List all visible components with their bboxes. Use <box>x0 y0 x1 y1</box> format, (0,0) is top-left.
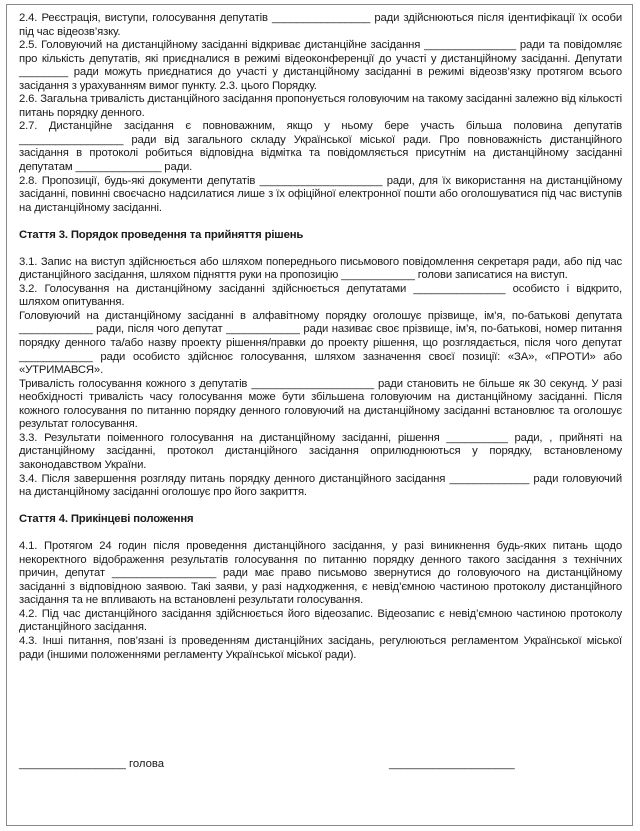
paragraph-4-3: 4.3. Інші питання, пов’язані із проведенням дистанційних засідань, регулюються регламентом Української міської ради (іншими положеннями регламенту Української міської ради). <box>19 634 622 661</box>
signature-block <box>19 758 622 774</box>
paragraph-2-7: 2.7. Дистанційне засідання є повноважним, якщо у ньому бере участь більша половина депутатів _________________ ради від загального складу Української міської ради. Про повноважність дистанційного засідання в протоколі робиться відповідна відмітка та повідомляється присутнім на дистанційному засіданні депутатам ______________ ради. <box>19 120 622 174</box>
paragraph-2-4: 2.4. Реєстрація, виступи, голосування депутатів ________________ ради здійснюються після ідентифікації їх особи під час відеозв’язку. <box>19 12 622 38</box>
paragraph-3-2-duration: Тривалість голосування кожного з депутатів ____________________ ради становить не більше як 30 секунд. У разі необхідності тривалість часу голосування може бути збільшена головуючим на дистанційному засіданні. Після кожного голосування по питанню порядку денного головуючий на дистанційному засіданні встановлює та оголошує результат голосування. <box>19 377 622 431</box>
paragraph-3-2: 3.2. Голосування на дистанційному засіданні здійснюється депутатами _______________ особисто і відкрито, шляхом опитування. <box>19 282 622 309</box>
document-body <box>19 12 622 662</box>
signature-head: _________________ голова <box>19 758 165 770</box>
document-page <box>6 4 633 826</box>
article-3-heading: Стаття 3. Порядок проведення та прийняття рішень <box>19 228 304 241</box>
paragraph-3-1: 3.1. Запис на виступ здійснюється або шляхом попереднього письмового повідомлення секретаря ради, або під час дистанційного засідання, шляхом підняття руки на пропозицію ____________ голови записатися на виступ. <box>19 255 622 282</box>
paragraph-4-1: 4.1. Протягом 24 годин після проведення дистанційного засідання, у разі виникнення будь-яких питань щодо некоректного відображення результатів голосування по питанню порядку денного такого засідання з технічних причин, депутат _________________ ради має право письмово звернутися до головуючого на дистанційному засіданні з відповідною заявою. Такі заяви, у разі надходження, є невід’ємною частиною протоколу дистанційного засідання та не впливають на встановлені результати голосування. <box>19 540 622 607</box>
signature-line: ____________________ <box>389 758 515 770</box>
paragraph-3-3: 3.3. Результати поіменного голосування на дистанційному засіданні, рішення __________ ради, , прийняті на дистанційному засіданні, протокол дистанційного засідання оприлюднюються у порядку, встановленому законодавством України. <box>19 431 622 471</box>
paragraph-3-2-procedure: Головуючий на дистанційному засіданні в алфавітному порядку оголошує прізвище, ім’я, по-батькові депутата ____________ ради, після чого депутат ____________ ради називає своє прізвище, ім’я, по-батькові, номер питання порядку денного та/або назву проекту рішення/правки до проекту рішення, що розглядається, після чого депутат ____________ ради особисто здійснює голосування, шляхом зазначення своєї позиції: «ЗА», «ПРОТИ» або «УТРИМАВСЯ». <box>19 309 622 377</box>
paragraph-3-4: 3.4. Після завершення розгляду питань порядку денного дистанційного засідання _____________ ради головуючий на дистанційному засіданні оголошує про його закриття. <box>19 472 622 499</box>
paragraph-2-6: 2.6. Загальна тривалість дистанційного засідання пропонується головуючим на такому засіданні залежно від кількості питань порядку денного. <box>19 93 622 119</box>
paragraph-2-5: 2.5. Головуючий на дистанційному засіданні відкриває дистанційне засідання _______________ ради та повідомляє про кількість депутатів, які приєдналися в режимі відеоконференції до участі у дистанційному засіданні. Депутати ________ ради можуть приєднатися до участі у дистанційному засіданні в режимі відеозв’язку протягом всього засідання з урахуванням вимог пункту. 2.3. цього Порядку. <box>19 39 622 92</box>
paragraph-2-8: 2.8. Пропозиції, будь-які документи депутатів ____________________ ради, для їх використання на дистанційному засіданні, повинні своєчасно надсилатися лише з їх офіційної електронної пошти або оголошуватися під час виступів на дистанційному засіданні. <box>19 174 622 214</box>
article-4-heading: Стаття 4. Прикінцеві положення <box>19 513 194 526</box>
paragraph-4-2: 4.2. Під час дистанційного засідання здійснюється його відеозапис. Відеозапис є невід’ємною частиною протоколу дистанційного засідання. <box>19 607 622 634</box>
